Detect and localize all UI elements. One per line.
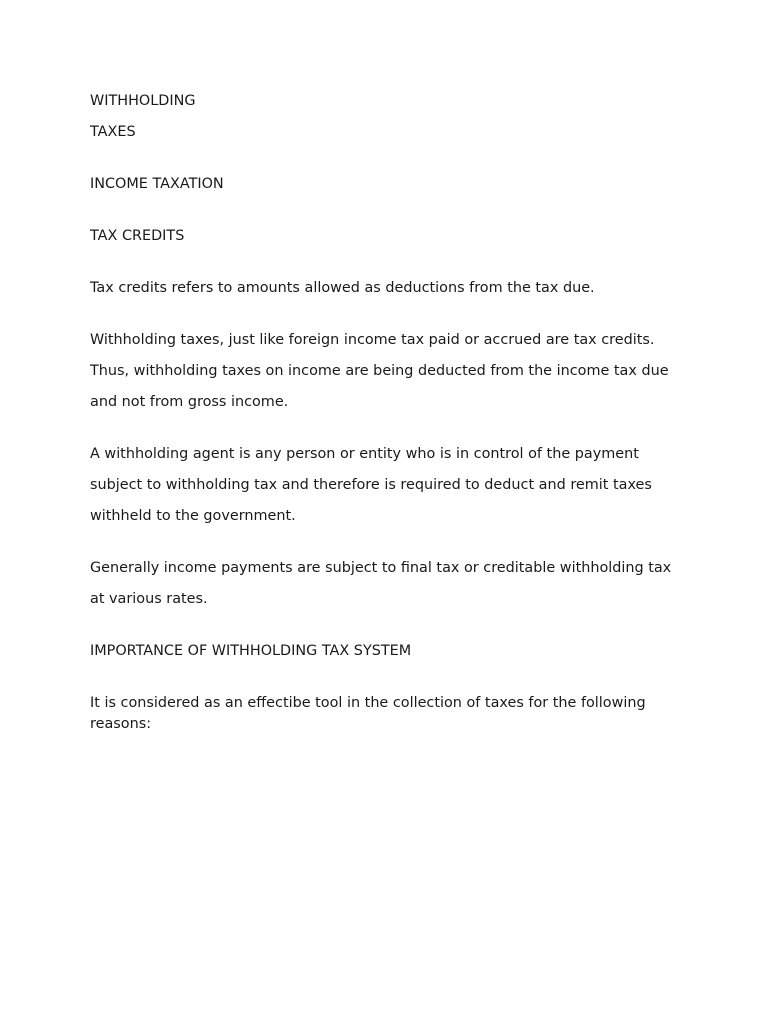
blank-line bbox=[90, 620, 680, 641]
title-line-1: WITHHOLDING bbox=[90, 93, 196, 109]
section-heading-income-taxation: INCOME TAXATION bbox=[90, 176, 224, 192]
paragraph-agent-definition-1: A withholding agent is any person or entity who is in control of the payment bbox=[90, 446, 639, 462]
paragraph-income-payments-2: at various rates. bbox=[90, 591, 208, 607]
paragraph-agent-definition-2: subject to withholding tax and therefore is required to deduct and remit taxes bbox=[90, 477, 652, 493]
title-line-2: TAXES bbox=[90, 124, 136, 140]
blank-line bbox=[90, 309, 680, 330]
paragraph-agent-definition-3: withheld to the government. bbox=[90, 508, 296, 524]
blank-line bbox=[90, 257, 680, 278]
blank-line bbox=[90, 537, 680, 558]
blank-line bbox=[90, 153, 680, 174]
paragraph-withholding-deducted: Thus, withholding taxes on income are being deducted from the income tax due bbox=[90, 363, 669, 379]
blank-line bbox=[90, 672, 680, 693]
paragraph-withholding-credits: Withholding taxes, just like foreign income tax paid or accrued are tax credits. bbox=[90, 332, 655, 348]
section-heading-importance: IMPORTANCE OF WITHHOLDING TAX SYSTEM bbox=[90, 643, 412, 659]
document-page bbox=[90, 91, 680, 745]
paragraph-effective-tool: It is considered as an effectibe tool in the collection of taxes for the following reasons: bbox=[90, 695, 646, 732]
blank-line bbox=[90, 205, 680, 226]
paragraph-income-payments-1: Generally income payments are subject to final tax or creditable withholding tax bbox=[90, 560, 672, 576]
section-heading-tax-credits: TAX CREDITS bbox=[90, 228, 185, 244]
paragraph-not-gross-income: and not from gross income. bbox=[90, 394, 289, 410]
paragraph-tax-credits-definition: Tax credits refers to amounts allowed as deductions from the tax due. bbox=[90, 280, 595, 296]
blank-line bbox=[90, 423, 680, 444]
